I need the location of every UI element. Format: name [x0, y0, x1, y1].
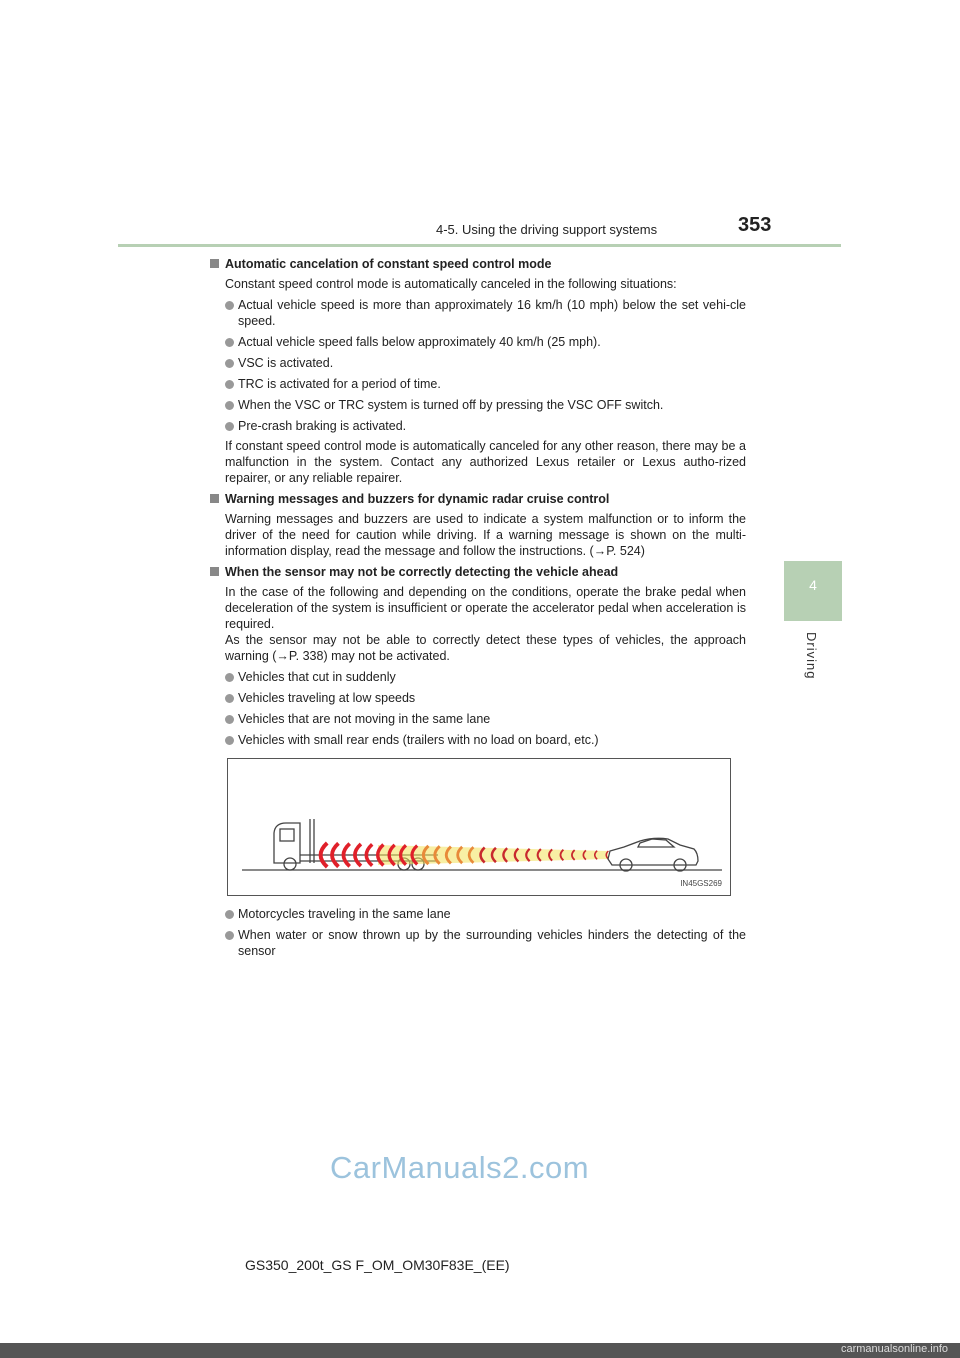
list-item: Vehicles that are not moving in the same lane: [225, 711, 746, 727]
circle-bullet-icon: [225, 910, 234, 919]
circle-bullet-icon: [225, 301, 234, 310]
circle-bullet-icon: [225, 694, 234, 703]
circle-bullet-icon: [225, 736, 234, 745]
watermark-bar: [0, 1343, 960, 1358]
truck-window: [280, 829, 294, 841]
page-content: [210, 256, 746, 959]
list-item: Actual vehicle speed falls below approximately 40 km/h (25 mph).: [225, 334, 746, 350]
chapter-label: Driving: [804, 632, 819, 680]
section-heading: Warning messages and buzzers for dynamic radar cruise control: [210, 491, 746, 507]
paragraph: Constant speed control mode is automatically canceled in the following situations:: [225, 277, 677, 291]
section-header: 4-5. Using the driving support systems: [436, 222, 658, 237]
list-item: Pre-crash braking is activated.: [225, 418, 746, 434]
radar-illustration: [227, 758, 731, 896]
header-divider: [118, 244, 841, 247]
watermark-bar-text: carmanualsonline.info: [840, 1343, 948, 1355]
list-item: VSC is activated.: [225, 355, 746, 371]
figure-code: IN45GS269: [680, 879, 722, 888]
paragraph: If constant speed control mode is automatically canceled for any other reason, there may be a malfunction in the system. Contact any authorized Lexus retailer or Lexus autho-rized repairer, or any reliable repairer.: [225, 439, 746, 485]
radar-illustration-svg: [228, 759, 730, 895]
paragraph: In the case of the following and depending on the conditions, operate the brake pedal when deceleration of the system is insufficient or operate the accelerator pedal when acceleration is required.: [225, 585, 746, 631]
square-bullet-icon: [210, 259, 219, 268]
list-item: When water or snow thrown up by the surrounding vehicles hinders the detecting of the sensor: [225, 927, 746, 959]
circle-bullet-icon: [225, 401, 234, 410]
list-item: Vehicles traveling at low speeds: [225, 690, 746, 706]
square-bullet-icon: [210, 567, 219, 576]
list-item: When the VSC or TRC system is turned off by pressing the VSC OFF switch.: [225, 397, 746, 413]
circle-bullet-icon: [225, 931, 234, 940]
truck-wheel: [284, 858, 296, 870]
section-heading: When the sensor may not be correctly detecting the vehicle ahead: [210, 564, 746, 580]
list-item: Actual vehicle speed is more than approximately 16 km/h (10 mph) below the set vehi-cle speed.: [225, 297, 746, 329]
chapter-tab[interactable]: [784, 561, 842, 621]
paragraph: Warning messages and buzzers are used to indicate a system malfunction or to inform the driver of the need for caution while driving. If a warning message is shown on the multi-information display, read the message and follow the instructions. (→P. 524): [225, 512, 746, 558]
list-item: Vehicles that cut in suddenly: [225, 669, 746, 685]
paragraph: As the sensor may not be able to correctly detect these types of vehicles, the approach warning (→P. 338) may not be activated.: [225, 633, 746, 663]
list-item: Vehicles with small rear ends (trailers with no load on board, etc.): [225, 732, 746, 748]
circle-bullet-icon: [225, 422, 234, 431]
circle-bullet-icon: [225, 673, 234, 682]
document-footer: GS350_200t_GS F_OM_OM30F83E_(EE): [245, 1257, 510, 1273]
chapter-number: 4: [809, 577, 817, 593]
page-number: 353: [738, 214, 772, 236]
circle-bullet-icon: [225, 359, 234, 368]
circle-bullet-icon: [225, 380, 234, 389]
list-item: Motorcycles traveling in the same lane: [225, 906, 746, 922]
list-item: TRC is activated for a period of time.: [225, 376, 746, 392]
watermark-logo: CarManuals2.com: [330, 1150, 590, 1185]
section-heading: Automatic cancelation of constant speed control mode: [210, 256, 746, 272]
square-bullet-icon: [210, 494, 219, 503]
circle-bullet-icon: [225, 338, 234, 347]
circle-bullet-icon: [225, 715, 234, 724]
car: [608, 838, 698, 871]
